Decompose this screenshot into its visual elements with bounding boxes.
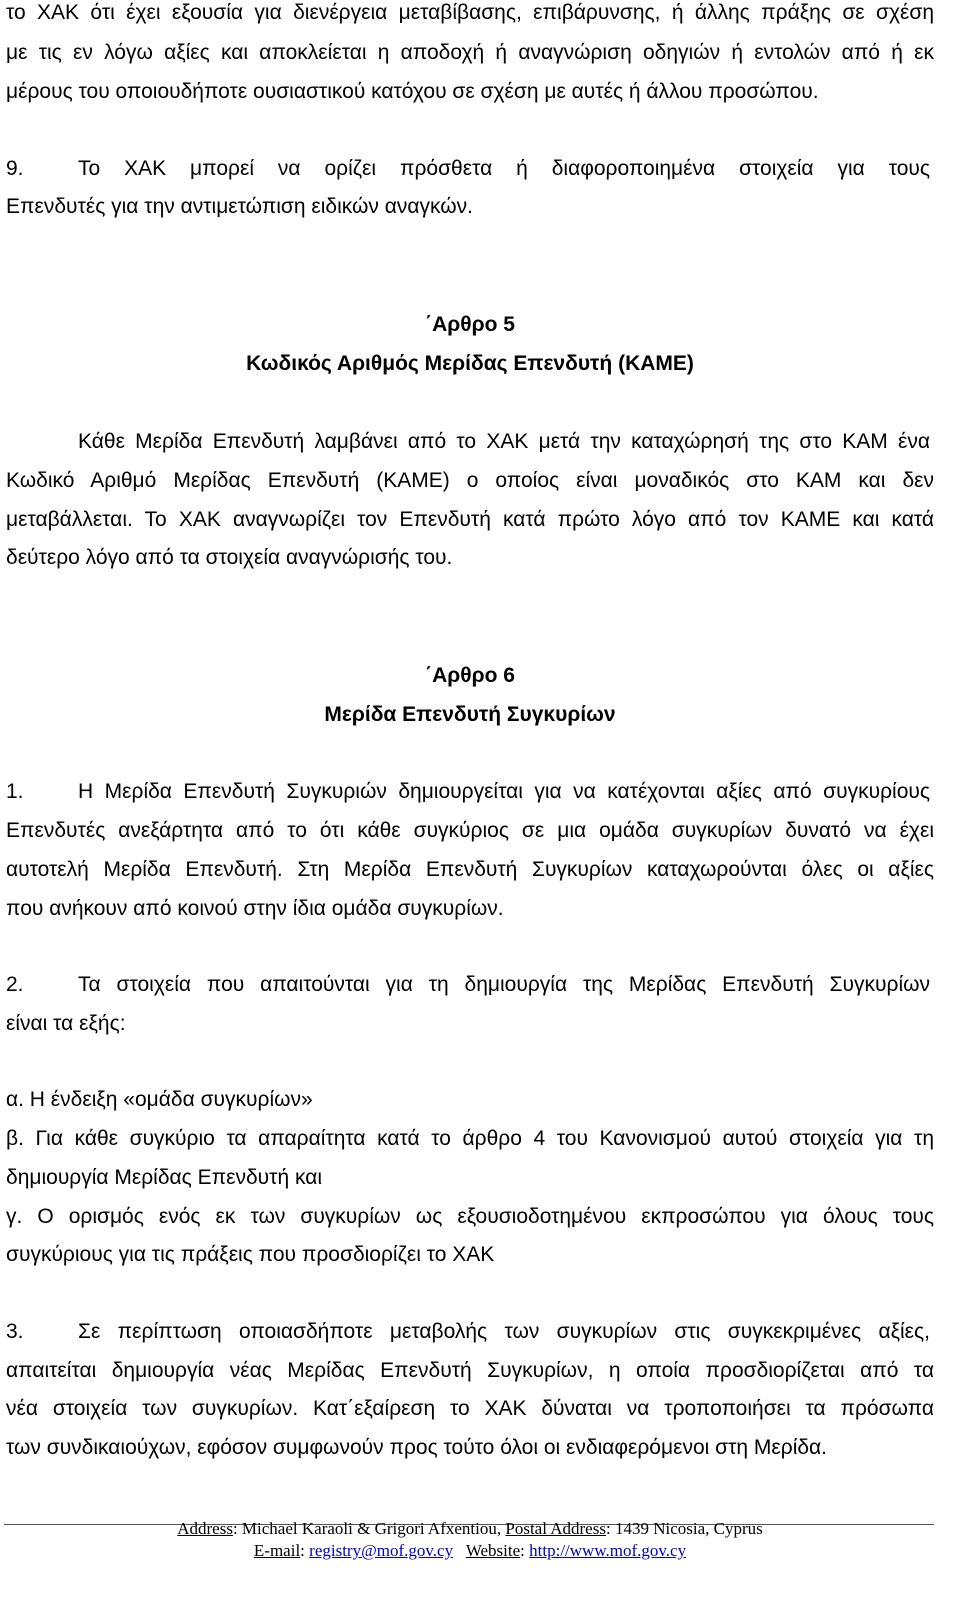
- text-line: αυτοτελή Μερίδα Επενδυτή. Στη Μερίδα Επενδυτή Συγκυρίων καταχωρούνται όλες οι αξίες: [6, 858, 934, 881]
- text-line: Το ΧΑΚ μπορεί να ορίζει πρόσθετα ή διαφοροποιημένα στοιχεία για τους: [78, 157, 930, 180]
- text-line: είναι τα εξής:: [6, 1012, 126, 1035]
- item-number: 9.: [6, 157, 24, 180]
- list-item: δημιουργία Μερίδας Επενδυτή και: [6, 1166, 323, 1189]
- list-item: συγκύριους για τις πράξεις που προσδιορίζει το ΧΑΚ: [6, 1243, 495, 1266]
- postal-address-label: Postal Address: [505, 1519, 606, 1538]
- text-line: Κάθε Μερίδα Επενδυτή λαμβάνει από το ΧΑΚ μετά την καταχώρησή της στο ΚΑΜ ένα: [78, 430, 930, 453]
- article-number: ΄Αρθρο 6: [425, 664, 515, 687]
- website-label: Website: [465, 1541, 521, 1560]
- list-item: α. Η ένδειξη «ομάδα συγκυρίων»: [6, 1088, 313, 1111]
- text-line: το ΧΑΚ ότι έχει εξουσία για διενέργεια μεταβίβασης, επιβάρυνσης, ή άλλης πράξης σε σχέση: [6, 1, 934, 24]
- address-value: : Michael Karaoli & Grigori Afxentiou,: [232, 1519, 506, 1538]
- text-line: Σε περίπτωση οποιασδήποτε μεταβολής των συγκυρίων στις συγκεκριμένες αξίες,: [78, 1320, 930, 1343]
- list-item: γ. Ο ορισμός ενός εκ των συγκυρίων ως εξουσιοδοτημένου εκπροσώπου για όλους τους: [6, 1205, 934, 1228]
- text-line: μέρους του οποιουδήποτε ουσιαστικού κατόχου σε σχέση με αυτές ή άλλου προσώπου.: [6, 80, 819, 103]
- text-line: με τις εν λόγω αξίες και αποκλείεται η αποδοχή ή αναγνώριση οδηγιών ή εντολών από ή εκ: [6, 41, 934, 64]
- postal-address-value: : 1439 Nicosia, Cyprus: [605, 1519, 763, 1538]
- text-line: Τα στοιχεία που απαιτούνται για τη δημιουργία της Μερίδας Επενδυτή Συγκυρίων: [78, 973, 930, 996]
- article-number: ΄Αρθρο 5: [425, 313, 515, 336]
- article-title: Μερίδα Επενδυτή Συγκυρίων: [324, 703, 616, 726]
- email-link[interactable]: registry@mof.gov.cy: [309, 1541, 454, 1560]
- text-line: που ανήκουν από κοινού στην ίδια ομάδα συγκυρίων.: [6, 897, 504, 920]
- list-item: β. Για κάθε συγκύριο τα απαραίτητα κατά το άρθρο 4 του Κανονισμού αυτού στοιχεία για τη: [6, 1127, 934, 1150]
- article-title: Κωδικός Αριθμός Μερίδας Επενδυτή (ΚΑΜΕ): [246, 352, 694, 375]
- text-line: Επενδυτές για την αντιμετώπιση ειδικών αναγκών.: [6, 195, 473, 218]
- footer-address-line: [0, 1519, 940, 1539]
- text-line: Η Μερίδα Επενδυτή Συγκυριών δημιουργείται για να κατέχονται αξίες από συγκυρίους: [78, 780, 930, 803]
- text-line: των συνδικαιούχων, εφόσον συμφωνούν προς τούτο όλοι οι ενδιαφερόμενοι στη Μερίδα.: [6, 1436, 828, 1459]
- item-number: 1.: [6, 780, 24, 803]
- text-line: δεύτερο λόγο από τα στοιχεία αναγνώρισής του.: [6, 546, 453, 569]
- text-line: Κωδικό Αριθμό Μερίδας Επενδυτή (ΚΑΜΕ) ο οποίος είναι μοναδικός στο ΚΑΜ και δεν: [6, 469, 934, 492]
- text-line: νέα στοιχεία των συγκυρίων. Κατ΄εξαίρεση το ΧΑΚ δύναται να τροποποιήσει τα πρόσωπα: [6, 1397, 934, 1420]
- website-link[interactable]: http://www.mof.gov.cy: [529, 1541, 687, 1560]
- footer-contact-line: E-mail: registry@mof.gov.cy Website: http://www.mof.gov.cy: [253, 1541, 687, 1560]
- text-line: μεταβάλλεται. Το ΧΑΚ αναγνωρίζει τον Επενδυτή κατά πρώτο λόγο από τον ΚΑΜΕ και κατά: [6, 508, 934, 531]
- address-label: Address: [177, 1519, 233, 1538]
- text-line: απαιτείται δημιουργία νέας Μερίδας Επενδυτή Συγκυρίων, η οποία προσδιορίζεται από τα: [6, 1359, 934, 1382]
- text-line: Επενδυτές ανεξάρτητα από το ότι κάθε συγκύριος σε μια ομάδα συγκυρίων δυνατό να έχει: [6, 819, 934, 842]
- item-number: 2.: [6, 973, 24, 996]
- item-number: 3.: [6, 1320, 24, 1343]
- email-label: E-mail: [253, 1541, 301, 1560]
